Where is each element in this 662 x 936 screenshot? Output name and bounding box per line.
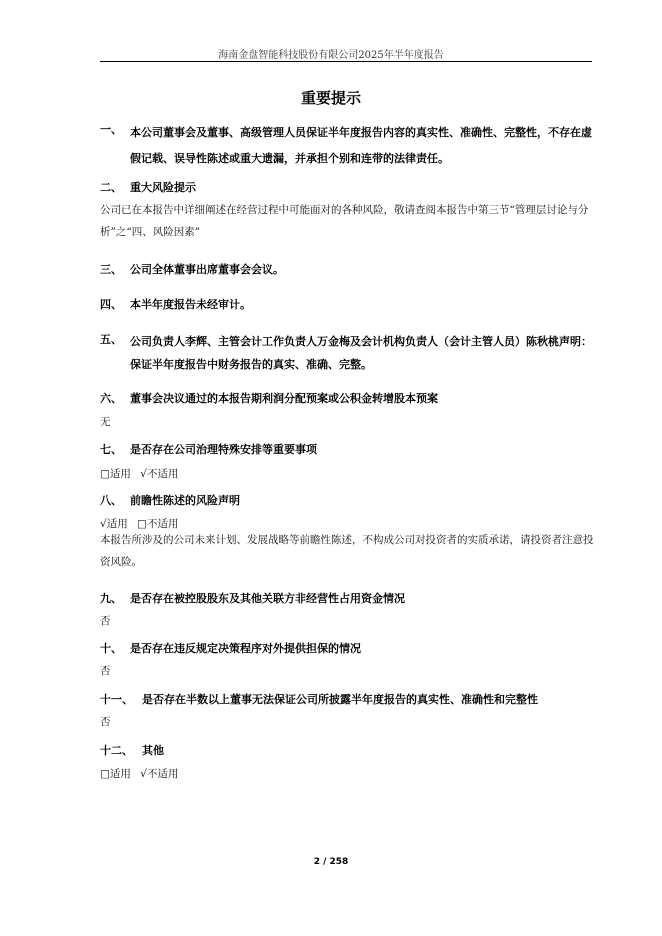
section-heading: 是否存在违反规定决策程序对外提供担保的情况 [130, 642, 361, 655]
section-number: 三、 [100, 263, 122, 276]
section-heading: 是否存在公司治理特殊安排等重要事项 [130, 443, 317, 456]
section-6 [100, 389, 600, 409]
option-not-applicable: √不适用 [140, 468, 179, 480]
section-7-options [100, 467, 184, 481]
header-divider [100, 61, 592, 62]
section-10 [100, 639, 600, 659]
section-heading: 是否存在被控股股东及其他关联方非经营性占用资金情况 [130, 592, 405, 605]
section-7 [100, 440, 600, 460]
option-applicable: □适用 [100, 768, 131, 780]
section-11 [100, 690, 600, 710]
section-number: 四、 [100, 298, 122, 311]
section-4 [100, 295, 600, 315]
section-2 [100, 178, 600, 198]
option-not-applicable: □不适用 [137, 518, 179, 530]
section-3 [100, 260, 600, 280]
section-number: 八、 [100, 494, 122, 507]
page-number: 2 / 258 [313, 857, 349, 867]
section-9-body: 否 [100, 615, 111, 627]
section-number: 九、 [100, 592, 122, 605]
section-number: 十二、 [100, 744, 133, 757]
section-12-options [100, 767, 184, 781]
section-number: 十一、 [100, 693, 133, 706]
section-number: 六、 [100, 392, 122, 405]
section-number: 七、 [100, 443, 122, 456]
running-header: 海南金盘智能科技股份有限公司2025年半年度报告 [218, 50, 444, 61]
section-number: 五、 [100, 333, 122, 346]
section-heading: 重大风险提示 [130, 181, 196, 194]
section-heading: 公司全体董事出席董事会会议。 [130, 263, 284, 276]
section-number: 二、 [100, 181, 122, 194]
section-1 [100, 120, 600, 172]
section-10-body: 否 [100, 665, 111, 677]
section-heading: 公司负责人李辉、主管会计工作负责人万金梅及会计机构负责人（会计主管人员）陈秋桃声明：保证半年度报告中财务报告的真实、准确、完整。 [130, 335, 592, 371]
section-heading: 董事会决议通过的本报告期利润分配预案或公积金转增股本预案 [130, 392, 438, 405]
section-9 [100, 589, 600, 609]
section-heading: 本公司董事会及董事、高级管理人员保证半年度报告内容的真实性、准确性、完整性，不存在虚假记载、误导性陈述或重大遗漏，并承担个别和连带的法律责任。 [130, 126, 592, 165]
section-11-body: 否 [100, 716, 111, 728]
section-heading: 前瞻性陈述的风险声明 [130, 494, 240, 507]
section-5 [100, 330, 600, 376]
section-heading: 其他 [142, 744, 164, 757]
section-number: 十、 [100, 642, 122, 655]
option-applicable: □适用 [100, 468, 131, 480]
page-title: 重要提示 [300, 89, 361, 107]
option-not-applicable: √不适用 [140, 768, 179, 780]
section-8 [100, 491, 600, 511]
section-12 [100, 741, 600, 761]
section-2-body: 公司已在本报告中详细阐述在经营过程中可能面对的各种风险，敬请查阅本报告中第三节“管理层讨论与分析”之“四、风险因素” [100, 204, 589, 238]
section-6-body: 无 [100, 416, 111, 428]
section-heading: 本半年度报告未经审计。 [130, 298, 251, 311]
section-heading: 是否存在半数以上董事无法保证公司所披露半年度报告的真实性、准确性和完整性 [142, 693, 538, 706]
section-8-body: 本报告所涉及的公司未来计划、发展战略等前瞻性陈述，不构成公司对投资者的实质承诺，请投资者注意投资风险。 [100, 534, 594, 568]
option-applicable: √适用 [100, 518, 128, 530]
section-number: 一、 [100, 123, 122, 136]
